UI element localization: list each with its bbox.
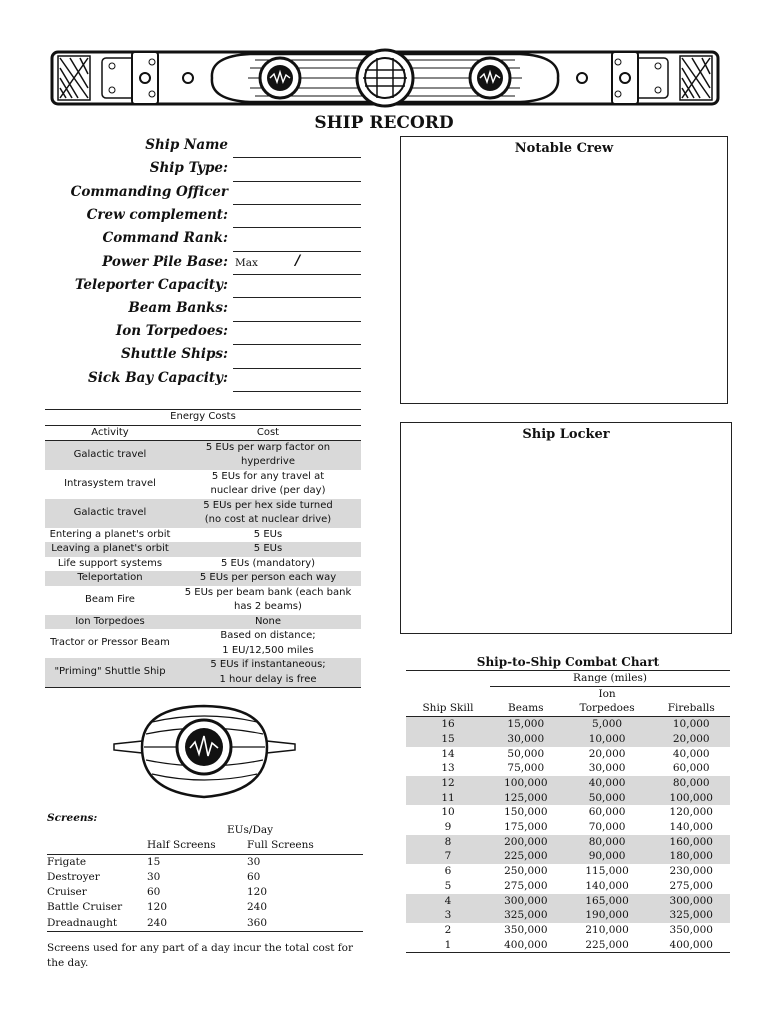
table-row: 16 15,000 5,000 10,000 (406, 717, 730, 732)
teleporter-capacity-field[interactable] (233, 297, 361, 298)
page-title: SHIP RECORD (314, 113, 454, 133)
table-row: 12 100,000 40,000 80,000 (406, 776, 730, 791)
table-row: Life support systems 5 EUs (mandatory) (57, 557, 316, 569)
energy-col-cost: Cost (175, 425, 361, 440)
table-row: 14 50,000 20,000 40,000 (441, 747, 710, 760)
beam-banks-field[interactable] (233, 321, 361, 322)
screens-eus-day: EUs/Day (227, 824, 274, 836)
table-row: Entering a planet's orbit 5 EUs (49, 528, 283, 540)
table-row: Cruiser 60 120 (47, 886, 268, 899)
field-label-crew-complement: Crew complement: (86, 207, 228, 223)
screens-col-full: Full Screens (247, 838, 363, 854)
table-row: 5 275,000 140,000 275,000 (444, 879, 713, 892)
table-row: 13 75,000 30,000 60,000 (441, 762, 710, 775)
screens-title: Screens: (47, 812, 98, 824)
table-row: Intrasystem travel 5 EUs for any travel at nuclear drive (per day) (64, 470, 326, 496)
table-row: Galactic travel 5 EUs per hex side turned (no cost at nuclear drive) (45, 499, 361, 528)
table-row: Teleportation 5 EUs per person each way (45, 571, 361, 586)
ship-type-field[interactable] (233, 181, 361, 182)
field-label-shuttle-ships: Shuttle Ships: (121, 346, 228, 362)
table-row: 3 325,000 190,000 325,000 (406, 908, 730, 923)
field-label-ion-torpedoes: Ion Torpedoes: (115, 323, 228, 339)
combat-col-fireballs: Fireballs (667, 702, 715, 715)
energy-costs-table (45, 409, 361, 688)
field-label-command-rank: Command Rank: (102, 230, 228, 246)
table-row: Dreadnaught 240 360 (47, 916, 363, 932)
header-ship-banner (50, 46, 720, 110)
ion-torpedoes-field[interactable] (233, 344, 361, 345)
table-row: Frigate 15 30 (47, 855, 261, 868)
combat-col-beams: Beams (508, 702, 544, 715)
table-row: 15 30,000 10,000 20,000 (406, 732, 730, 747)
table-row: 8 200,000 80,000 160,000 (406, 835, 730, 850)
sick-bay-capacity-field[interactable] (233, 391, 361, 392)
energy-col-activity: Activity (45, 425, 175, 440)
screens-col-half: Half Screens (147, 838, 247, 854)
table-row: Galactic travel 5 EUs per warp factor on hyperdrive (45, 440, 361, 470)
power-pile-max-label: Max (235, 257, 258, 269)
table-row: 2 350,000 210,000 350,000 (444, 923, 713, 936)
table-row: 9 175,000 70,000 140,000 (444, 821, 713, 834)
combat-chart-title: Ship-to-Ship Combat Chart (406, 654, 730, 671)
notable-crew-title: Notable Crew (514, 141, 614, 156)
ship-locker-title: Ship Locker (522, 427, 610, 442)
table-row: Destroyer 30 60 (47, 870, 261, 883)
table-row: Beam Fire 5 EUs per beam bank (each bank has 2 beams) (85, 586, 352, 612)
table-row: 1 400,000 225,000 400,000 (406, 938, 730, 953)
screens-table (47, 823, 363, 932)
ship-locker-box[interactable] (400, 422, 732, 634)
table-row: 7 225,000 90,000 180,000 (406, 849, 730, 864)
table-row: 11 125,000 50,000 100,000 (406, 791, 730, 806)
table-row: Ion Torpedoes None (45, 615, 361, 630)
field-label-sick-bay-capacity: Sick Bay Capacity: (88, 370, 228, 386)
table-row: 6 250,000 115,000 230,000 (444, 865, 713, 878)
combat-col-skill: Ship Skill (422, 702, 474, 715)
field-label-ship-type: Ship Type: (149, 160, 228, 176)
field-label-beam-banks: Beam Banks: (128, 300, 228, 316)
power-pile-slash: / (295, 253, 301, 269)
table-row: Battle Cruiser 120 240 (47, 901, 268, 914)
crew-complement-field[interactable] (233, 227, 361, 228)
screens-note: Screens used for any part of a day incur the total cost for the day. (47, 942, 353, 969)
combat-col-ion-1: Ion (598, 687, 616, 700)
energy-costs-title: Energy Costs (45, 410, 361, 426)
commanding-officer-field[interactable] (233, 204, 361, 205)
notable-crew-box[interactable] (400, 136, 728, 404)
table-row: Tractor or Pressor Beam Based on distance; 1 EU/12,500 miles (50, 630, 316, 656)
field-label-ship-name: Ship Name (145, 137, 228, 153)
combat-col-ion-2: Torpedoes (579, 702, 635, 715)
combat-chart-table (406, 654, 730, 953)
shuttle-ships-field[interactable] (233, 368, 361, 369)
table-row: 4 300,000 165,000 300,000 (406, 894, 730, 909)
field-label-commanding-officer: Commanding Officer (70, 184, 228, 200)
table-row: 10 150,000 60,000 120,000 (441, 806, 713, 819)
ship-name-field[interactable] (233, 157, 361, 158)
power-pile-base-field[interactable] (233, 274, 361, 275)
field-label-power-pile-base: Power Pile Base: (102, 254, 228, 270)
ship-illustration (112, 702, 297, 810)
table-row: Leaving a planet's orbit 5 EUs (45, 542, 361, 557)
command-rank-field[interactable] (233, 251, 361, 252)
field-label-teleporter-capacity: Teleporter Capacity: (74, 277, 228, 293)
table-row: "Priming" Shuttle Ship 5 EUs if instantaneous; 1 hour delay is free (45, 658, 361, 688)
combat-range-label: Range (miles) (490, 671, 730, 687)
